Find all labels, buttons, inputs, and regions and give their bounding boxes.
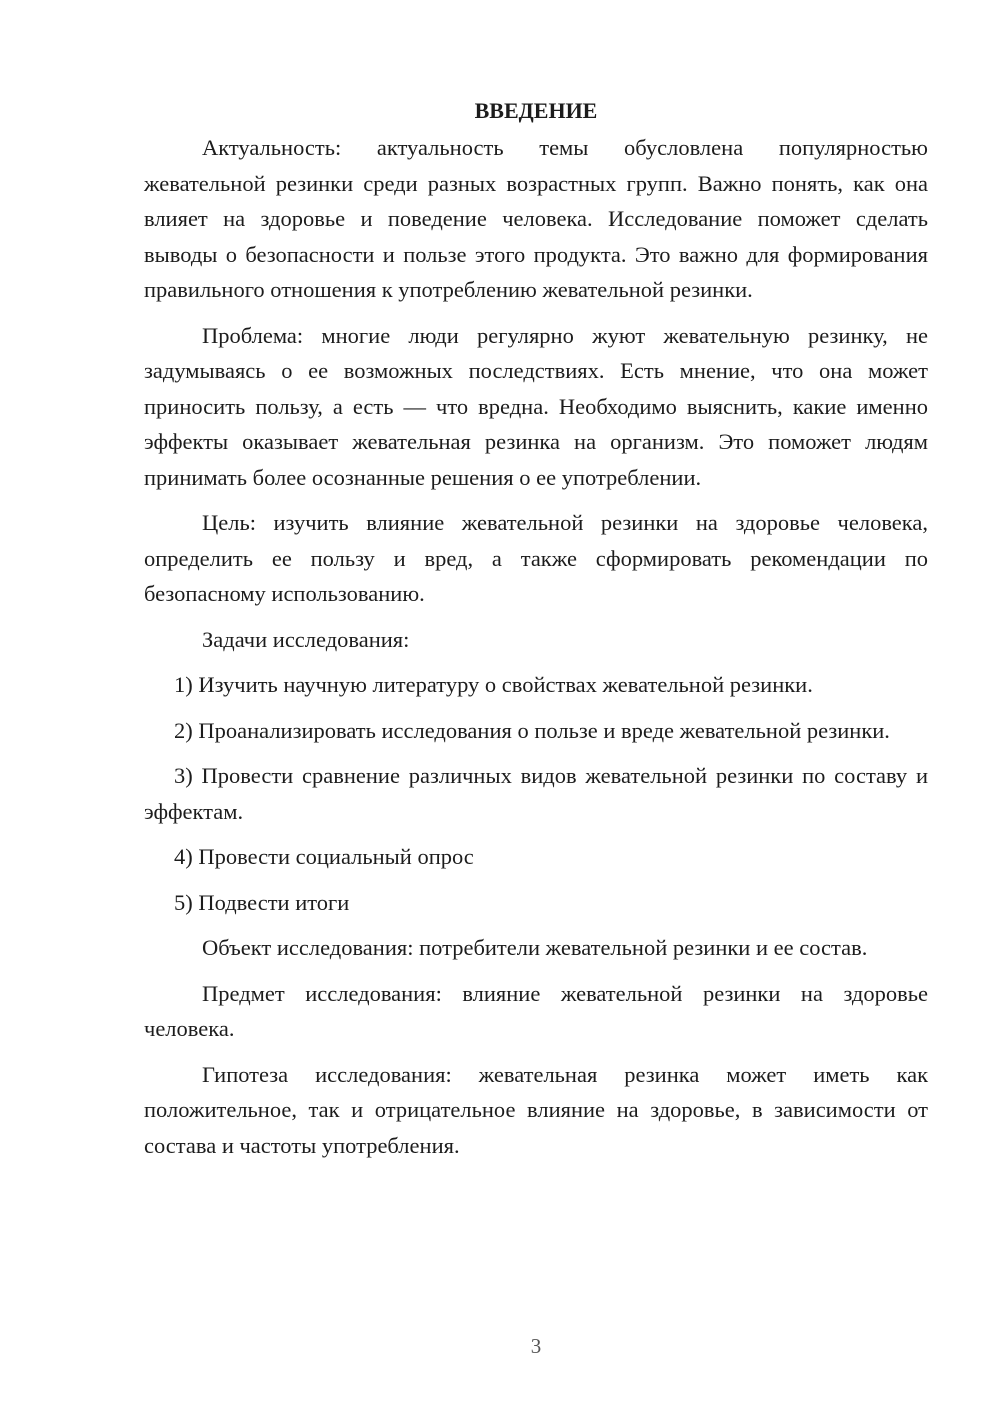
tasks-list [144,667,928,920]
task-item: 3) Провести сравнение различных видов жевательной резинки по составу и эффектам. [144,763,928,824]
task-item: 1) Изучить научную литературу о свойствах жевательной резинки. [174,672,813,697]
paragraph-hypothesis: Гипотеза исследования: жевательная резинка может иметь как положительное, так и отрицательное влияние на здоровье, в зависимости от состава и частоты употребления. [144,1061,928,1158]
paragraph-object: Объект исследования: потребители жевательной резинки и ее состав. [202,935,868,960]
document-page [144,96,928,1173]
tasks-heading: Задачи исследования: [202,626,410,652]
paragraph-goal: Цель: изучить влияние жевательной резинки на здоровье человека, определить ее пользу и вред, а также сформировать рекомендации по безопасному использованию. [144,510,928,606]
task-item: 2) Проанализировать исследования о пользе и вреде жевательной резинки. [174,717,890,743]
task-item: 5) Подвести итоги [174,889,350,915]
page-title: ВВЕДЕНИЕ [474,98,598,123]
page-number: 3 [530,1334,542,1358]
paragraph-problem: Проблема: многие люди регулярно жуют жевательную резинку, не задумываясь о ее возможных последствиях. Есть мнение, что она может приносить пользу, а есть — что вредна. Необходимо выяснить, какие именно эффекты оказывает жевательная резинка на организм. Это поможет людям принимать более осознанные решения о ее употреблении. [144,322,928,490]
paragraph-subject: Предмет исследования: влияние жевательной резинки на здоровье человека. [144,980,928,1041]
task-item: 4) Провести социальный опрос [174,844,474,869]
paragraph-relevance: Актуальность: актуальность темы обусловлена популярностью жевательной резинки среди разных возрастных групп. Важно понять, как она влияет на здоровье и поведение человека. Исследование поможет сделать выводы о безопасности и пользе этого продукта. Это важно для формирования правильного отношения к употреблению жевательной резинки. [144,135,928,302]
